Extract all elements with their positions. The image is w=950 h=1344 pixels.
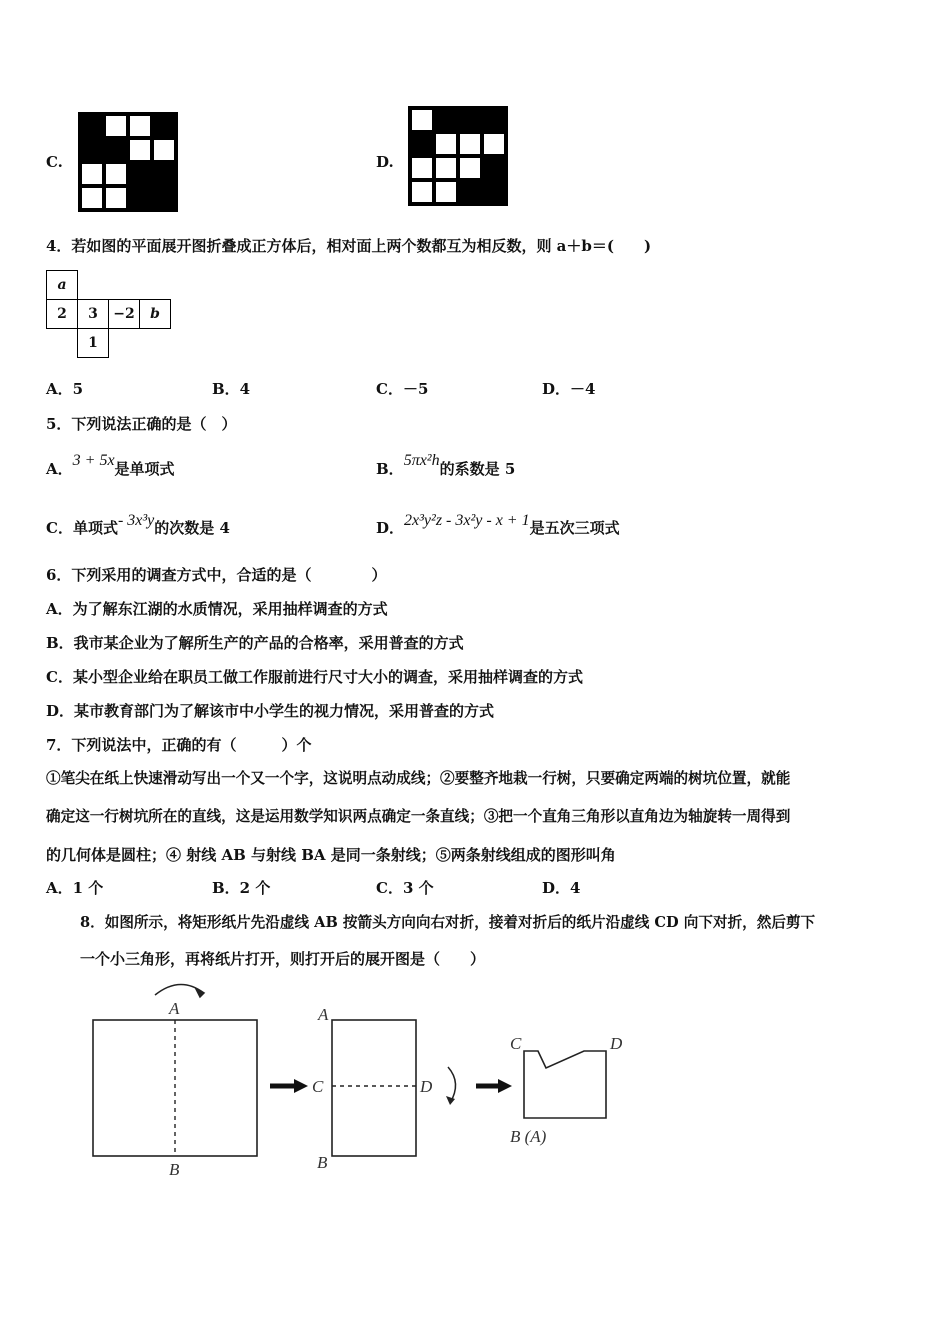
q7-option-b[interactable]: B．2 个 <box>212 879 271 897</box>
paper-half-rect <box>332 1020 416 1156</box>
q4-cube-net <box>46 270 171 358</box>
grid-cell <box>80 162 104 186</box>
label-d-3: D <box>610 1034 623 1053</box>
grid-cell <box>128 186 152 210</box>
q7-stem: 7．下列说法中，正确的有（ ）个 <box>46 736 312 754</box>
q3-option-c-label[interactable]: C. <box>46 153 63 171</box>
grid-cell <box>482 180 506 204</box>
q5-stem: 5．下列说法正确的是（ ） <box>46 415 237 433</box>
net-cell-neg2: −2 <box>109 300 140 329</box>
grid-cell <box>80 114 104 138</box>
q4-option-c[interactable]: C．－5 <box>376 380 429 398</box>
q4-stem: 4．若如图的平面展开图折叠成正方体后，相对面上两个数都互为相反数，则 a＋b＝( ) <box>46 237 652 255</box>
q5-option-a[interactable] <box>46 452 175 480</box>
grid-cell <box>434 156 458 180</box>
q7-option-a[interactable]: A．1 个 <box>46 879 104 897</box>
q3-option-d-figure <box>408 106 508 206</box>
grid-cell <box>434 180 458 204</box>
grid-cell <box>152 162 176 186</box>
arrow-1-head <box>294 1079 308 1093</box>
grid-cell <box>410 180 434 204</box>
grid-cell <box>80 138 104 162</box>
grid-cell <box>128 114 152 138</box>
label-c-2: C <box>312 1077 324 1096</box>
label-c-3: C <box>510 1034 522 1053</box>
q5-d-tail: 是五次三项式 <box>529 519 620 537</box>
net-cell-1: 1 <box>78 329 109 358</box>
grid-cell <box>104 162 128 186</box>
q5-option-b[interactable] <box>376 452 516 480</box>
q5-a-expr: 3 + 5x <box>72 452 115 469</box>
net-cell-a: a <box>47 271 78 300</box>
q5-d-label: D． <box>376 519 405 537</box>
q7-option-d[interactable]: D．4 <box>542 879 581 897</box>
grid-cell <box>458 180 482 204</box>
grid-cell <box>152 138 176 162</box>
label-d-2: D <box>420 1077 433 1096</box>
grid-cell <box>104 186 128 210</box>
grid-cell <box>128 162 152 186</box>
paper-quarter-cut <box>524 1051 606 1118</box>
grid-cell <box>410 132 434 156</box>
grid-cell <box>458 156 482 180</box>
q6-option-c[interactable]: C．某小型企业给在职员工做工作服前进行尺寸大小的调查，采用抽样调查的方式 <box>46 668 583 686</box>
q5-c-label: C．单项式 <box>46 519 118 537</box>
label-b-1: B <box>169 1160 180 1179</box>
label-ba-3: B (A) <box>510 1127 547 1146</box>
q6-option-a[interactable]: A．为了解东江湖的水质情况，采用抽样调查的方式 <box>46 600 388 618</box>
q4-option-a[interactable]: A．5 <box>46 380 84 398</box>
q5-a-tail: 是单项式 <box>114 460 175 478</box>
q8-folding-figure <box>80 975 640 1185</box>
q8-stem-line-1: 8．如图所示，将矩形纸片先沿虚线 AB 按箭头方向向右对折，接着对折后的纸片沿虚线 CD 向下对折，然后剪下 <box>80 914 816 931</box>
q5-a-label: A． <box>46 460 73 478</box>
label-a-2: A <box>318 1005 329 1024</box>
q5-option-c[interactable] <box>46 512 230 539</box>
q3-option-c-figure <box>78 112 178 212</box>
q5-b-tail: 的系数是 5 <box>439 460 516 478</box>
q5-c-tail: 的次数是 4 <box>154 519 230 537</box>
q6-option-d[interactable]: D．某市教育部门为了解该市中小学生的视力情况，采用普查的方式 <box>46 702 495 720</box>
q8-stem-line-2: 一个小三角形，再将纸片打开，则打开后的展开图是（ ） <box>80 950 486 968</box>
q3-option-d-label[interactable]: D. <box>376 153 394 171</box>
q7-body-line-3: 的几何体是圆柱；④ 射线 AB 与射线 BA 是同一条射线；⑤两条射线组成的图形叫角 <box>46 846 616 864</box>
grid-cell <box>434 132 458 156</box>
grid-cell <box>458 108 482 132</box>
grid-cell <box>128 138 152 162</box>
grid-cell <box>104 138 128 162</box>
q6-stem: 6．下列采用的调查方式中，合适的是（ ） <box>46 566 387 584</box>
grid-cell <box>152 186 176 210</box>
q5-option-d[interactable] <box>376 512 620 539</box>
net-cell-2: 2 <box>47 300 78 329</box>
grid-cell <box>482 132 506 156</box>
grid-cell <box>104 114 128 138</box>
grid-cell <box>152 114 176 138</box>
q7-option-c[interactable]: C．3 个 <box>376 879 434 897</box>
q5-d-expr: 2x³y²z - 3x²y - x + 1 <box>404 512 530 529</box>
q7-body-line-2: 确定这一行树坑所在的直线，这是运用数学知识两点确定一条直线；③把一个直角三角形以直角边为轴旋转一周得到 <box>46 808 791 825</box>
arrow-2-head <box>498 1079 512 1093</box>
grid-cell <box>482 108 506 132</box>
grid-cell <box>458 132 482 156</box>
net-cell-b: b <box>140 300 171 329</box>
q5-b-expr: 5πx²h <box>403 452 440 469</box>
grid-cell <box>410 156 434 180</box>
grid-cell <box>434 108 458 132</box>
net-cell-3: 3 <box>78 300 109 329</box>
q4-option-b[interactable]: B．4 <box>212 380 251 398</box>
grid-cell <box>410 108 434 132</box>
q5-c-expr: - 3x³y <box>117 512 155 529</box>
q5-b-label: B． <box>376 460 404 478</box>
q4-option-d[interactable]: D．－4 <box>542 380 596 398</box>
label-a-1: A <box>169 999 180 1018</box>
grid-cell <box>482 156 506 180</box>
q6-option-b[interactable]: B．我市某企业为了解所生产的产品的合格率，采用普查的方式 <box>46 634 464 652</box>
grid-cell <box>80 186 104 210</box>
label-b-2: B <box>317 1153 328 1172</box>
q7-body-line-1: ①笔尖在纸上快速滑动写出一个又一个字，这说明点动成线；②要整齐地栽一行树，只要确定两端的树坑位置，就能 <box>46 770 791 787</box>
fold-arrow-right-head <box>196 989 204 997</box>
